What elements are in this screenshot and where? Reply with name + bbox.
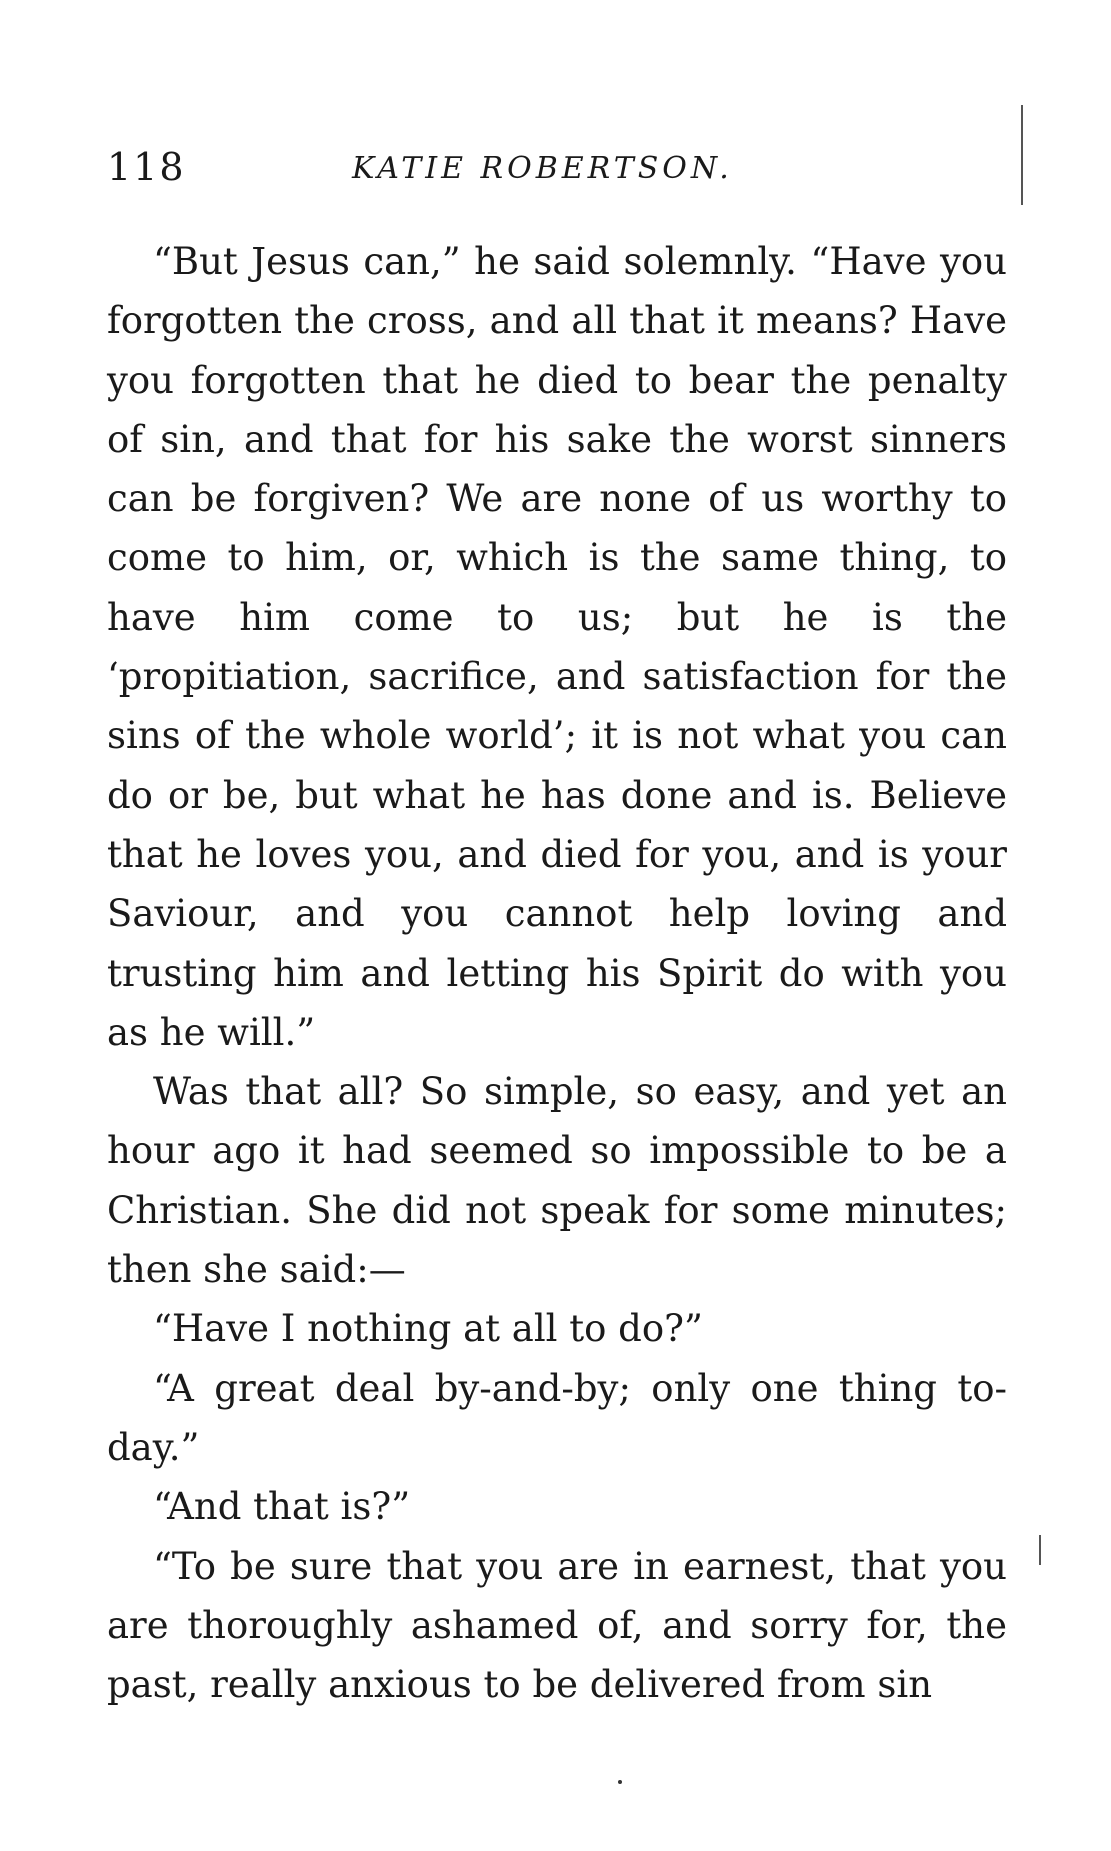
margin-scan-mark-top: [1021, 105, 1023, 205]
page-number: 118: [107, 145, 186, 189]
margin-scan-mark-mid: [1039, 1535, 1041, 1565]
page-header: [107, 145, 1007, 195]
paragraph-2: Was that all? So simple, so easy, and yet an hour ago it had seemed so impossible to be a Christian. She did not speak for some minutes; then she said:—: [107, 1070, 1007, 1292]
body-text: [107, 232, 1007, 1714]
paragraph-1: “But Jesus can,” he said solemnly. “Have you forgotten the cross, and all that it means? Have you forgotten that he died to bear the penalty of sin, and that for his sake the worst sinners can be forgiven? We are none of us worthy to come to him, or, which is the same thing, to have him come to us; but he is the ‘propitiation, sacrifice, and satisfaction for the sins of the whole world’; it is not what you can do or be, but what he has done and is. Believe that he loves you, and died for you, and is your Saviour, and you cannot help loving and trusting him and letting his Spirit do with you as he will.”: [107, 240, 1007, 1054]
paragraph-4: “A great deal by-and-by; only one thing to-day.”: [107, 1366, 1007, 1469]
paragraph-6: “To be sure that you are in earnest, that you are thoroughly ashamed of, and sorry for, the past, really anxious to be delivered from sin: [107, 1544, 1007, 1707]
running-head: KATIE ROBERTSON.: [352, 151, 733, 186]
scan-speck: [618, 1780, 622, 1784]
paragraph-5: “And that is?”: [153, 1485, 411, 1529]
paragraph-3: “Have I nothing at all to do?”: [153, 1307, 703, 1351]
